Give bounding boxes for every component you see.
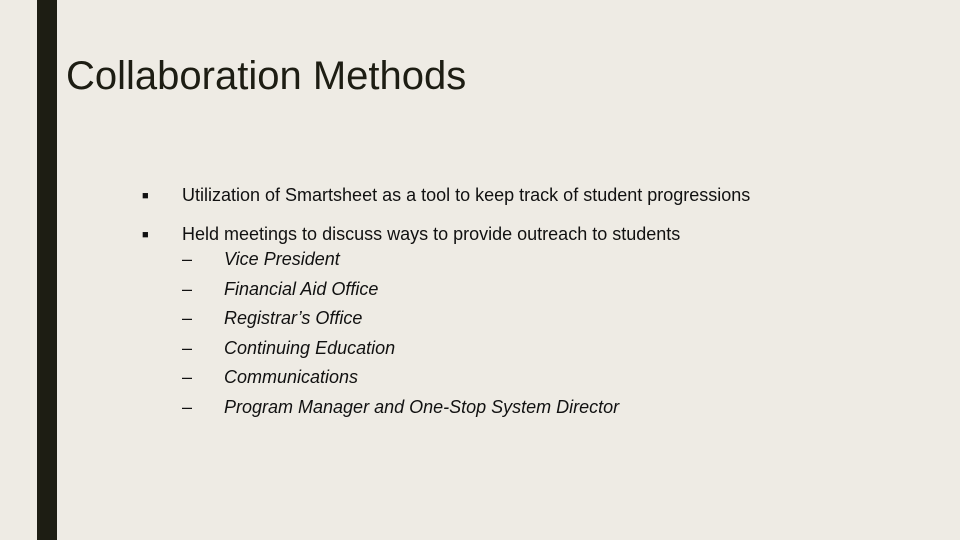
sub-bullet-item: [182, 334, 762, 364]
sub-bullet-text: Registrar’s Office: [224, 308, 363, 328]
bullet-item: [142, 184, 762, 209]
bullet-item: [142, 223, 762, 422]
sub-bullet-item: [182, 275, 762, 305]
dash-bullet-icon: –: [182, 367, 193, 387]
bullet-text: Held meetings to discuss ways to provide outreach to students: [182, 224, 681, 244]
sub-bullet-item: [182, 245, 762, 275]
slide-content: [142, 184, 762, 436]
dash-bullet-icon: –: [182, 249, 193, 269]
sub-bullet-item: [182, 363, 762, 393]
accent-side-bar: [37, 0, 57, 540]
square-bullet-icon: ■: [142, 229, 149, 241]
sub-bullet-item: [182, 304, 762, 334]
dash-bullet-icon: –: [182, 278, 193, 299]
slide-title: Collaboration Methods: [66, 54, 467, 98]
sub-bullet-text: Communications: [224, 367, 359, 387]
dash-bullet-icon: –: [182, 308, 193, 328]
dash-bullet-icon: –: [182, 337, 193, 358]
sub-bullet-item: [182, 393, 762, 423]
sub-bullet-text: Continuing Education: [224, 337, 396, 358]
bullet-text: Utilization of Smartsheet as a tool to keep track of student progressions: [182, 185, 751, 205]
sub-bullet-list: [182, 245, 762, 422]
sub-bullet-text: Financial Aid Office: [224, 278, 379, 299]
sub-bullet-text: Program Manager and One-Stop System Director: [224, 396, 620, 417]
sub-bullet-text: Vice President: [224, 249, 340, 269]
square-bullet-icon: ■: [142, 190, 149, 202]
dash-bullet-icon: –: [182, 396, 193, 417]
